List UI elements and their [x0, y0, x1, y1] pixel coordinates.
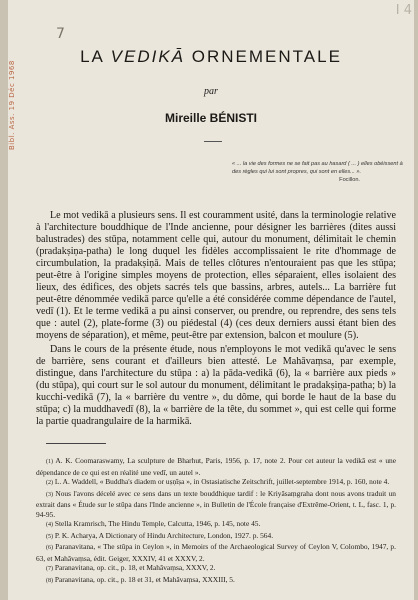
footnote-number: (4) [46, 522, 53, 529]
footnote-text: P. K. Acharya, A Dictionary of Hindu Architecture, London, 1927. p. 564. [54, 530, 274, 540]
pencil-mark: 7 [56, 26, 65, 42]
title-italic: VEDIKĀ [110, 47, 186, 66]
journal-page [8, 0, 414, 600]
footnote-8 [36, 575, 396, 587]
corner-mark: I 4 [395, 3, 412, 18]
footnote-divider [46, 443, 106, 444]
footnote-text: L. A. Waddell, « Buddha's diadem or uṣṇīṣa », in Ostasiatische Zeitschrift, juillet-septembre 1914, p. 160, note 4. [54, 477, 390, 487]
footnote-number: (8) [46, 578, 53, 585]
footnote-text: A. K. Coomaraswamy, La sculpture de Bharhut, Paris, 1956, p. 17, note 2. Pour cet auteur la vedikā est « une dépendance de ce qui est en réalité une vedī, un autel ». [36, 456, 396, 477]
footnote-5 [36, 531, 396, 543]
footnotes [36, 456, 396, 587]
title-divider [204, 141, 222, 142]
footnote-text: Paranavitana, op. cit., p. 18 et 31, et Mahāvaṃsa, XXXIII, 5. [54, 575, 235, 585]
footnote-text: Stella Kramrisch, The Hindu Temple, Calcutta, 1946, p. 145, note 45. [54, 519, 261, 529]
footnote-number: (5) [46, 533, 53, 540]
footnote-text: Nous l'avons décelé avec ce sens dans un texte bouddhique tardif : le Kriyāsaṃgraha dont nous avons traduit un extrait dans « Étude sur le stūpa dans l'Inde ancienne », in Bulletin de l'École française d'Extrême-Orient, t. L, fasc. 1, p. 94-95. [36, 488, 396, 519]
footnote-number: (7) [46, 566, 53, 573]
body-paragraph-2: Dans le cours de la présente étude, nous n'employons le mot vedikā qu'avec le sens de barrière, sens courant et d'ailleurs bien attesté. Le Mahāvaṃsa, par exemple, distingue, dans l'architecture du stūpa : a) la pāda-vedikā (6), la « barrière aux pieds » (du stūpa), qui court sur le sol autour du monument, délimitant le pradakṣiṇa-patha; b) la kucchi-vedikā (7), la « barrière du ventre », du dôme, qui borde le haut de la base du stūpa; c) la muddhavedī (8), la « barrière de la tête, du sommet », qui est celle qui forme la partie quadrangulaire de la harmikā. [36, 343, 396, 427]
epigraph-source: Focillon. [339, 177, 360, 184]
title-part-2: ORNEMENTALE [185, 47, 342, 66]
author-name: Mireille BÉNISTI [164, 111, 258, 125]
footnote-number: (6) [46, 545, 53, 552]
byline-par: par [204, 86, 218, 97]
epigraph [232, 161, 408, 185]
article-title [8, 47, 414, 67]
footnote-number: (2) [46, 480, 53, 487]
footnote-text: Paranavitana, op. cit., p. 18, et Mahāvaṃsa, XXXV, 2. [54, 563, 216, 573]
footnote-4 [36, 519, 396, 531]
footnote-6 [36, 542, 396, 563]
epigraph-text: « ... la vie des formes ne se fait pas au hasard ( ... ) elles obéissent à des règles qui lui sont propres, qui sont en elles... ». [232, 161, 403, 175]
footnote-7 [36, 563, 396, 575]
footnote-1 [36, 456, 396, 477]
footnote-2 [36, 477, 396, 489]
article-body [36, 210, 396, 429]
footnote-text: Paranavitana, « The stūpa in Ceylon », in Memoirs of the Archaeological Survey of Ceylon V, Colombo, 1947, p. 63, et Mahāvaṃsa, édit. Geiger, XXXIV, 41 et XXXV, 2. [36, 542, 396, 563]
title-part-1: LA [80, 47, 111, 66]
library-stamp: Bibl. Ass. 19 Déc 1968 [8, 60, 16, 150]
body-paragraph-1: Le mot vedikā a plusieurs sens. Il est couramment usité, dans la terminologie relative à l'architecture bouddhique de l'Inde ancienne, pour désigner les barrières (dites aussi balustrades) des stūpa, notamment celle qui, autour du monument, délimitait le chemin (pradakṣiṇa-patha) le long duquel les fidèles accomplissaient le rite d'hommage de circumbulation, la pradakṣiṇā. Mais de telles clôtures n'entouraient pas que les stūpa; peut-être à l'origine simples moyens de protection, elles séparaient, elles isolaient des lieux, des édifices, des objets sacrés tels que bassins, arbres, autels... La barrière fut peut-être dénommée vedikā parce qu'elle a été considérée comme dépendance de l'autel, vedī (1). Et le terme vedikā a pu ainsi conserver, ou prendre, ou reprendre, des sens tels que : autel (2), plate-forme (3) ou piédestal (4) (ces deux derniers aussi étant bien des moyens de séparation), et même, peut-être par extension, balcon et moulure (5). [36, 210, 396, 342]
footnote-3 [36, 489, 396, 520]
footnote-number: (1) [46, 459, 53, 465]
footnote-number: (3) [46, 491, 53, 498]
